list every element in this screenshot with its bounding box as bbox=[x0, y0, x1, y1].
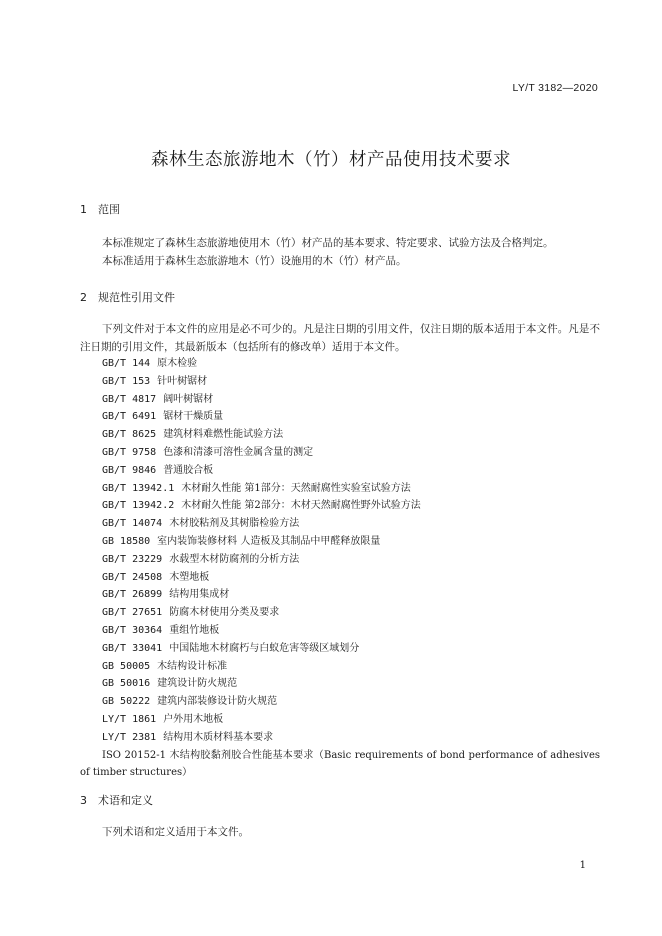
reference-code: GB/T 13942.1 bbox=[102, 482, 175, 494]
reference-code: GB/T 144 bbox=[102, 358, 151, 369]
section-3-heading bbox=[80, 792, 153, 808]
reference-name: 建筑内部装修设计防火规范 bbox=[157, 696, 278, 708]
section-title: 范围 bbox=[98, 203, 120, 216]
reference-name: 中国陆地木材腐朽与白蚁危害等级区域划分 bbox=[169, 642, 360, 654]
reference-item bbox=[80, 497, 600, 515]
reference-list bbox=[80, 355, 600, 782]
reference-name: 建筑设计防火规范 bbox=[157, 678, 238, 690]
reference-item bbox=[80, 675, 600, 693]
section-number: 1 bbox=[80, 203, 87, 216]
reference-code: GB/T 9846 bbox=[102, 464, 157, 476]
reference-name: 原木检验 bbox=[157, 358, 198, 369]
reference-item bbox=[80, 729, 600, 747]
reference-item bbox=[80, 426, 600, 444]
reference-item bbox=[80, 693, 600, 711]
reference-code: GB 18580 bbox=[102, 535, 151, 547]
reference-name: 锯材干燥质量 bbox=[163, 411, 224, 423]
reference-code: GB/T 24508 bbox=[102, 571, 163, 583]
reference-item bbox=[80, 373, 600, 391]
reference-item bbox=[80, 604, 600, 622]
reference-code: GB 50005 bbox=[102, 660, 151, 672]
reference-item bbox=[80, 355, 600, 373]
reference-name: 木材耐久性能 第2部分：木材天然耐腐性野外试验方法 bbox=[181, 500, 421, 512]
reference-item bbox=[80, 515, 600, 533]
reference-name: 木塑地板 bbox=[169, 571, 210, 583]
reference-name: 结构用集成材 bbox=[169, 589, 230, 601]
reference-item bbox=[80, 480, 600, 498]
section-number: 3 bbox=[80, 794, 87, 807]
reference-code: GB/T 6491 bbox=[102, 411, 157, 423]
reference-item bbox=[80, 533, 600, 551]
reference-code: LY/T 2381 bbox=[102, 731, 157, 743]
scope-paragraph: 本标准规定了森林生态旅游地使用木（竹）材产品的基本要求、特定要求、试验方法及合格判定。 bbox=[102, 237, 554, 249]
reference-name: 阔叶树锯材 bbox=[163, 393, 214, 405]
reference-item bbox=[80, 711, 600, 729]
reference-item bbox=[80, 444, 600, 462]
reference-item bbox=[80, 551, 600, 569]
reference-name: 室内装饰装修材料 人造板及其制品中甲醛释放限量 bbox=[157, 535, 381, 547]
section-number: 2 bbox=[80, 291, 87, 304]
reference-name: 防腐木材使用分类及要求 bbox=[169, 607, 280, 619]
terms-paragraph: 下列术语和定义适用于本文件。 bbox=[102, 826, 249, 838]
reference-name: 色漆和清漆可溶性金属含量的测定 bbox=[163, 446, 314, 458]
reference-name: 水载型木材防腐剂的分析方法 bbox=[169, 553, 300, 565]
reference-item bbox=[80, 462, 600, 480]
reference-name: 木材胶粘剂及其树脂检验方法 bbox=[169, 518, 300, 530]
reference-code: GB/T 26899 bbox=[102, 589, 163, 601]
reference-code: LY/T 1861 bbox=[102, 713, 157, 725]
references-intro: 下列文件对于本文件的应用是必不可少的。凡是注日期的引用文件，仅注日期的版本适用于本文件。凡是不注日期的引用文件，其最新版本（包括所有的修改单）适用于本文件。 bbox=[80, 323, 600, 353]
reference-code: GB 50222 bbox=[102, 696, 151, 708]
reference-name: 结构用木质材料基本要求 bbox=[163, 731, 274, 743]
reference-item bbox=[80, 391, 600, 409]
reference-code: GB/T 27651 bbox=[102, 607, 163, 619]
reference-item bbox=[80, 408, 600, 426]
section-title: 规范性引用文件 bbox=[98, 291, 175, 304]
reference-name: 针叶树锯材 bbox=[157, 375, 208, 387]
section-title: 术语和定义 bbox=[98, 794, 153, 807]
reference-item bbox=[80, 586, 600, 604]
reference-code: GB/T 9758 bbox=[102, 446, 157, 458]
reference-code: GB/T 14074 bbox=[102, 518, 163, 530]
reference-name: 木结构设计标准 bbox=[157, 660, 228, 672]
reference-item bbox=[80, 658, 600, 676]
scope-paragraph: 本标准适用于森林生态旅游地木（竹）设施用的木（竹）材产品。 bbox=[102, 255, 407, 267]
reference-code: GB/T 153 bbox=[102, 375, 151, 387]
reference-code: GB/T 33041 bbox=[102, 642, 163, 654]
reference-item bbox=[80, 622, 600, 640]
reference-code: GB/T 8625 bbox=[102, 429, 157, 441]
reference-name: 普通胶合板 bbox=[163, 464, 214, 476]
reference-item bbox=[80, 569, 600, 587]
section-2-heading bbox=[80, 289, 175, 305]
reference-code: GB/T 23229 bbox=[102, 553, 163, 565]
reference-code: GB/T 4817 bbox=[102, 393, 157, 405]
reference-code: GB 50016 bbox=[102, 678, 151, 690]
section-1-heading bbox=[80, 201, 120, 217]
standard-number: LY/T 3182—2020 bbox=[512, 82, 598, 94]
reference-name: 建筑材料难燃性能试验方法 bbox=[163, 429, 284, 441]
reference-item-iso: ISO 20152-1 木结构胶黏剂胶合性能基本要求（Basic requirements of bond performance of adhesives of timber structures） bbox=[80, 749, 600, 779]
reference-name: 重组竹地板 bbox=[169, 624, 220, 636]
reference-code: GB/T 13942.2 bbox=[102, 500, 175, 512]
reference-code: GB/T 30364 bbox=[102, 624, 163, 636]
reference-name: 木材耐久性能 第1部分：天然耐腐性实验室试验方法 bbox=[181, 482, 411, 494]
page-number: 1 bbox=[579, 860, 586, 871]
document-title: 森林生态旅游地木（竹）材产品使用技术要求 bbox=[151, 150, 511, 170]
reference-item bbox=[80, 640, 600, 658]
reference-name: 户外用木地板 bbox=[163, 713, 224, 725]
